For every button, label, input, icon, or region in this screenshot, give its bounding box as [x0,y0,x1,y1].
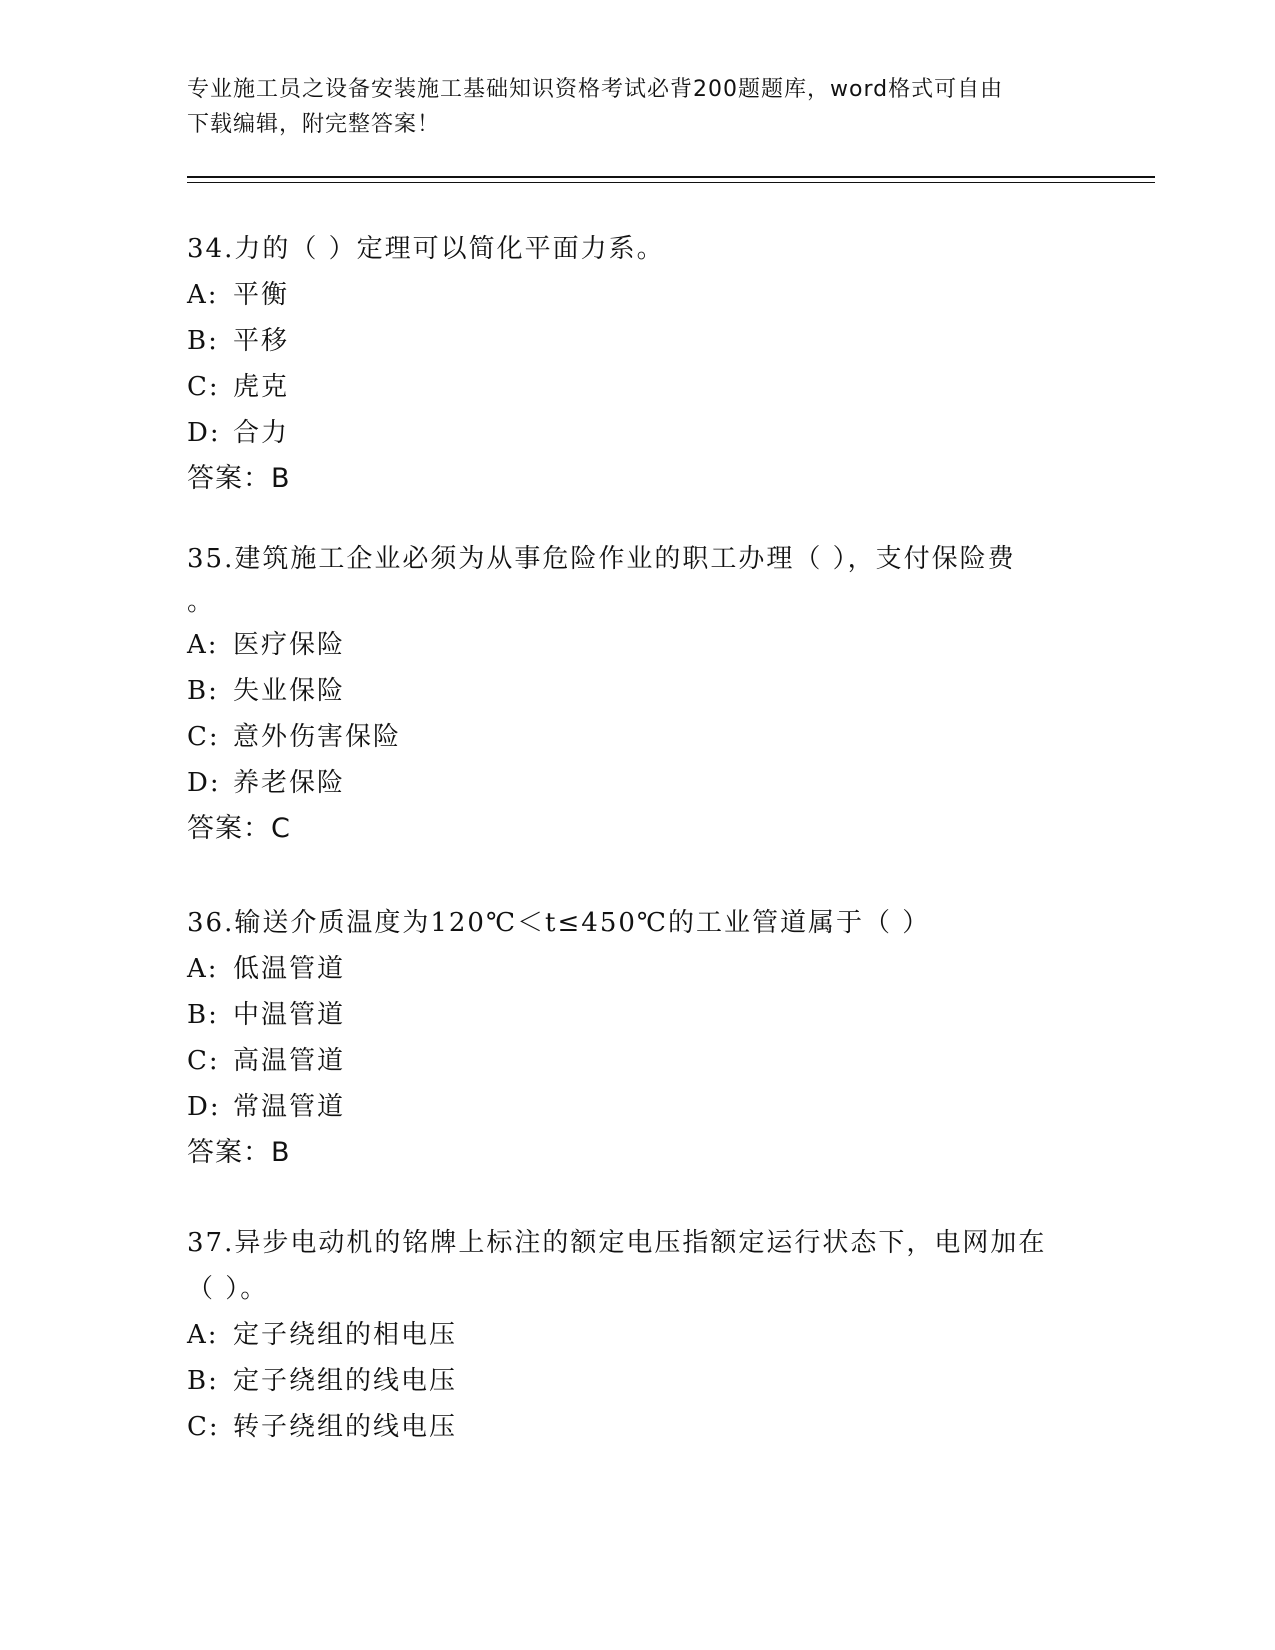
option-text: 转子绕组的线电压 [233,1412,458,1442]
option-letter: A: [187,630,219,660]
option-text: 合力 [233,418,290,448]
option-a [187,1312,1087,1358]
option-text: 高温管道 [233,1046,346,1076]
option-text: 低温管道 [233,954,346,984]
option-c [187,1038,1087,1084]
option-letter: C: [187,1046,220,1076]
option-text: 失业保险 [233,676,346,706]
option-letter: B: [187,1000,219,1030]
option-d [187,760,1087,806]
option-text: 医疗保险 [233,630,346,660]
option-c [187,714,1087,760]
option-letter: D: [187,418,221,448]
option-b [187,668,1087,714]
header-line-1: 专业施工员之设备安装施工基础知识资格考试必背200题题库，word格式可自由 [187,77,1004,102]
option-letter: D: [187,768,221,798]
option-text: 中温管道 [233,1000,346,1030]
question-stem: 37.异步电动机的铭牌上标注的额定电压指额定运行状态下，电网加在 [187,1228,1047,1258]
option-letter: A: [187,1320,219,1350]
option-letter: C: [187,372,220,402]
option-text: 平衡 [233,280,290,310]
answer: 答案：B [187,463,291,494]
option-text: 定子绕组的线电压 [233,1366,458,1396]
option-text: 常温管道 [233,1092,346,1122]
option-letter: B: [187,326,219,356]
answer: 答案：B [187,1137,291,1168]
option-text: 意外伤害保险 [233,722,402,752]
question-stem-continued: 。 [187,587,216,617]
option-d [187,1084,1087,1130]
option-letter: A: [187,280,219,310]
question-35 [187,536,1087,852]
document-header [187,72,1067,142]
option-text: 平移 [233,326,290,356]
option-a [187,272,1087,318]
option-a [187,946,1087,992]
option-letter: D: [187,1092,221,1122]
option-d [187,410,1087,456]
option-letter: A: [187,954,219,984]
header-divider-thin [187,182,1155,183]
option-b [187,992,1087,1038]
option-letter: C: [187,722,220,752]
header-line-2: 下载编辑，附完整答案！ [187,112,441,137]
answer: 答案：C [187,813,291,844]
question-34 [187,226,1087,502]
question-stem: 34.力的（ ）定理可以简化平面力系。 [187,234,665,264]
option-b [187,1358,1087,1404]
option-letter: C: [187,1412,220,1442]
question-stem: 36.输送介质温度为120℃＜t≤450℃的工业管道属于（ ） [187,908,931,938]
option-letter: B: [187,1366,219,1396]
question-37 [187,1220,1087,1450]
option-letter: B: [187,676,219,706]
option-c [187,364,1087,410]
option-c [187,1404,1087,1450]
option-text: 虎克 [233,372,290,402]
question-36 [187,900,1087,1176]
option-text: 养老保险 [233,768,346,798]
question-stem-continued: （ ）。 [187,1274,269,1304]
option-b [187,318,1087,364]
option-a [187,622,1087,668]
header-divider-thick [187,176,1155,178]
question-stem: 35.建筑施工企业必须为从事危险作业的职工办理（ ），支付保险费 [187,544,1016,574]
option-text: 定子绕组的相电压 [233,1320,458,1350]
